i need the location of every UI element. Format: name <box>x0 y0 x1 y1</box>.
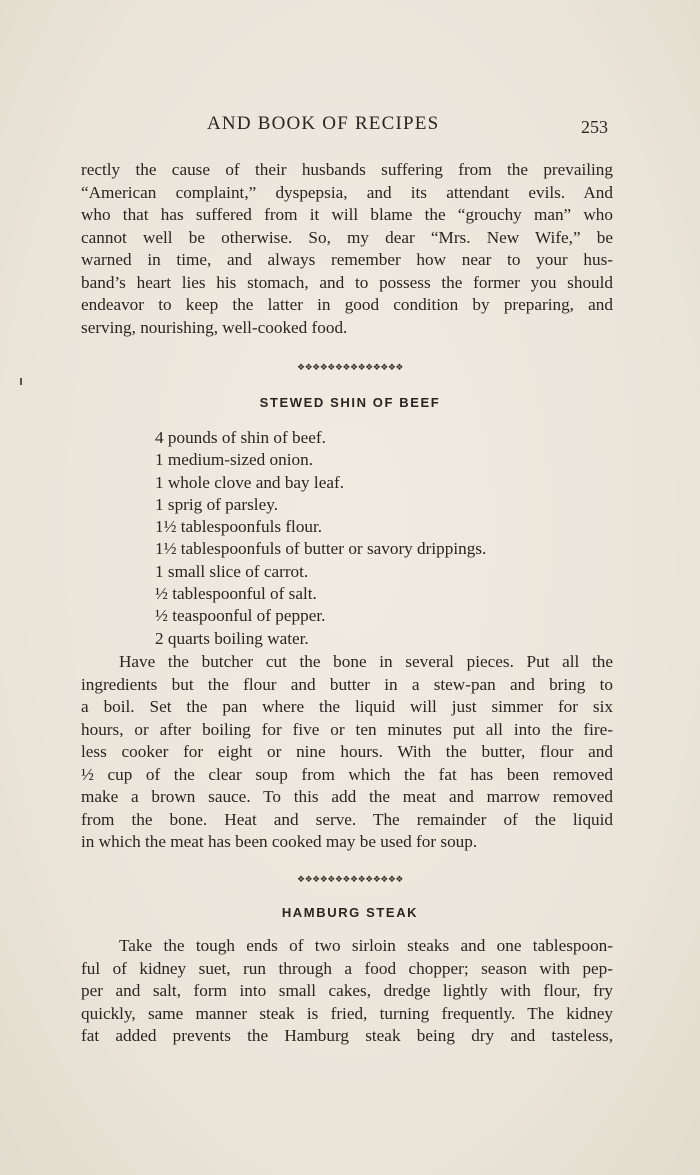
page-header <box>0 113 700 137</box>
recipe2-directions <box>81 935 613 1048</box>
text-line: rectly the cause of their husbands suffering from the prevailing <box>81 160 613 179</box>
text-line: warned in time, and always remember how near to your hus- <box>81 250 613 269</box>
intro-paragraph <box>81 159 613 339</box>
text-line: Take the tough ends of two sirloin steaks and one tablespoon- <box>119 936 613 955</box>
ingredient-list <box>155 427 486 650</box>
text-line: band’s heart lies his stomach, and to possess the former you should <box>81 272 613 292</box>
text-line: from the bone. Heat and serve. The remainder of the liquid <box>81 809 613 829</box>
list-item: ½ tablespoonful of salt. <box>155 584 317 604</box>
list-item: 1 whole clove and bay leaf. <box>155 472 344 492</box>
recipe1-directions <box>81 651 613 854</box>
text-line: who that has suffered from it will blame the “grouchy man” who <box>81 205 613 224</box>
list-item: 4 pounds of shin of beef. <box>155 428 326 447</box>
text-line: in which the meat has been cooked may be used for soup. <box>81 832 478 851</box>
list-item: 1½ tablespoonfuls of butter or savory drippings. <box>155 539 487 559</box>
text-line: make a brown sauce. To this add the meat and marrow removed <box>81 787 613 806</box>
text-line: Have the butcher cut the bone in several pieces. Put all the <box>119 652 613 671</box>
ornament-divider: ❖❖❖❖❖❖❖❖❖❖❖❖❖❖ <box>297 874 403 884</box>
text-line: ingredients but the flour and butter in a stew-pan and bring to <box>81 674 613 694</box>
list-item: 2 quarts boiling water. <box>155 628 309 648</box>
text-line: per and salt, form into small cakes, dredge lightly with flour, fry <box>81 981 613 1000</box>
recipe-title-hamburg-steak: HAMBURG STEAK <box>281 905 419 920</box>
list-item: 1½ tablespoonfuls flour. <box>155 517 323 537</box>
page-number: 253 <box>581 117 608 137</box>
recipe-title-stewed-shin: STEWED SHIN OF BEEF <box>259 395 441 410</box>
text-line: ful of kidney suet, run through a food chopper; season with pep- <box>81 958 613 978</box>
running-title: AND BOOK OF RECIPES <box>207 113 440 134</box>
text-line: cannot well be otherwise. So, my dear “Mrs. New Wife,” be <box>81 227 613 247</box>
text-line: ½ cup of the clear soup from which the fat has been removed <box>81 764 613 784</box>
text-line: quickly, same manner steak is fried, turning frequently. The kidney <box>81 1003 613 1023</box>
text-line: fat added prevents the Hamburg steak being dry and tasteless, <box>81 1026 613 1045</box>
text-line: less cooker for eight or nine hours. With the butter, flour and <box>81 742 613 761</box>
list-item: ½ teaspoonful of pepper. <box>155 606 326 626</box>
text-line: hours, or after boiling for five or ten minutes put all into the fire- <box>81 719 613 739</box>
text-line: endeavor to keep the latter in good condition by preparing, and <box>81 295 613 314</box>
list-item: 1 sprig of parsley. <box>155 494 278 514</box>
list-item: 1 medium-sized onion. <box>155 450 314 470</box>
margin-mark <box>20 378 22 385</box>
text-line: a boil. Set the pan where the liquid will just simmer for six <box>81 697 613 716</box>
text-line: serving, nourishing, well-cooked food. <box>81 317 348 337</box>
ornament-divider: ❖❖❖❖❖❖❖❖❖❖❖❖❖❖ <box>297 362 403 372</box>
text-line: “American complaint,” dyspepsia, and its attendant evils. And <box>81 182 613 202</box>
list-item: 1 small slice of carrot. <box>155 561 309 581</box>
